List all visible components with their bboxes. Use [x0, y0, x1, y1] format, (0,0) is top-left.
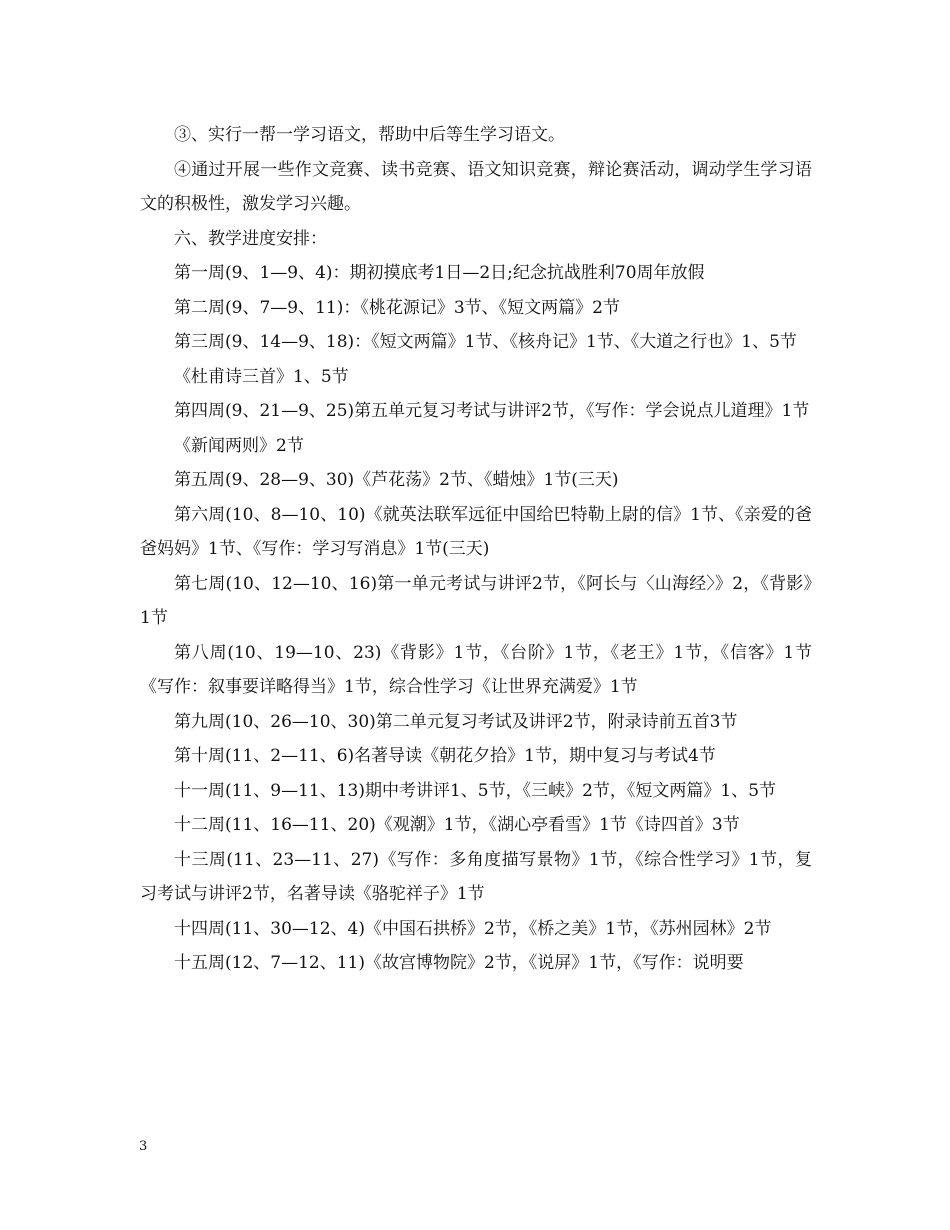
- schedule-week-2: 第二周(9、7—9、11)：《桃花源记》3节、《短文两篇》2节: [174, 297, 620, 318]
- paragraph-competitions: ④通过开展一些作文竞赛、读书竞赛、语文知识竞赛，辩论赛活动，调动学生学习语文的积极性，激发学习兴趣。: [140, 159, 812, 214]
- document-body: [140, 118, 812, 981]
- schedule-week-11: 十一周(11、9—11、13)期中考讲评1、5节，《三峡》2节，《短文两篇》1、5节: [174, 780, 777, 801]
- schedule-week-4-continued: 《新闻两则》2节: [174, 435, 304, 456]
- schedule-week-4: 第四周(9、21—9、25)第五单元复习考试与讲评2节，《写作：学会说点儿道理》1节: [174, 401, 810, 421]
- schedule-week-12: 十二周(11、16—11、20)《观潮》1节，《湖心亭看雪》1节《诗四首》3节: [174, 815, 740, 835]
- paragraph-study-help: ③、实行一帮一学习语文，帮助中后等生学习语文。: [174, 125, 565, 145]
- schedule-week-14: 十四周(11、30—12、4)《中国石拱桥》2节，《桥之美》1节，《苏州园林》2节: [174, 918, 772, 939]
- schedule-week-7: 第七周(10、12—10、16)第一单元考试与讲评2节，《阿长与〈山海经〉》2，《背影》1节: [140, 573, 812, 628]
- schedule-week-1: 第一周(9、1—9、4)：期初摸底考1日—2日;纪念抗战胜利70周年放假: [174, 263, 705, 283]
- schedule-week-3: 第三周(9、14—9、18)：《短文两篇》1节、《核舟记》1节、《大道之行也》1、5节: [174, 332, 797, 352]
- schedule-week-5: 第五周(9、28—9、30)《芦花荡》2节、《蜡烛》1节(三天): [174, 470, 619, 490]
- schedule-week-10: 第十周(11、2—11、6)名著导读《朝花夕拾》1节，期中复习与考试4节: [174, 746, 716, 766]
- section-heading-schedule: 六、教学进度安排：: [174, 228, 327, 249]
- schedule-week-3-continued: 《杜甫诗三首》1、5节: [174, 366, 349, 387]
- schedule-week-6: 第六周(10、8—10、10)《就英法联军远征中国给巴特勒上尉的信》1节、《亲爱的爸爸妈妈》1节、《写作：学习写消息》1节(三天): [140, 504, 812, 559]
- schedule-week-15: 十五周(12、7—12、11)《故宫博物院》2节，《说屏》1节，《写作：说明要: [174, 953, 744, 973]
- schedule-week-13: 十三周(11、23—11、27)《写作：多角度描写景物》1节，《综合性学习》1节，复习考试与讲评2节，名著导读《骆驼祥子》1节: [140, 849, 812, 904]
- page-number: 3: [139, 1139, 148, 1154]
- schedule-week-9: 第九周(10、26—10、30)第二单元复习考试及讲评2节，附录诗前五首3节: [174, 711, 738, 732]
- schedule-week-8: 第八周(10、19—10、23)《背影》1节，《台阶》1节，《老王》1节，《信客》1节《写作：叙事要详略得当》1节，综合性学习《让世界充满爱》1节: [140, 642, 812, 697]
